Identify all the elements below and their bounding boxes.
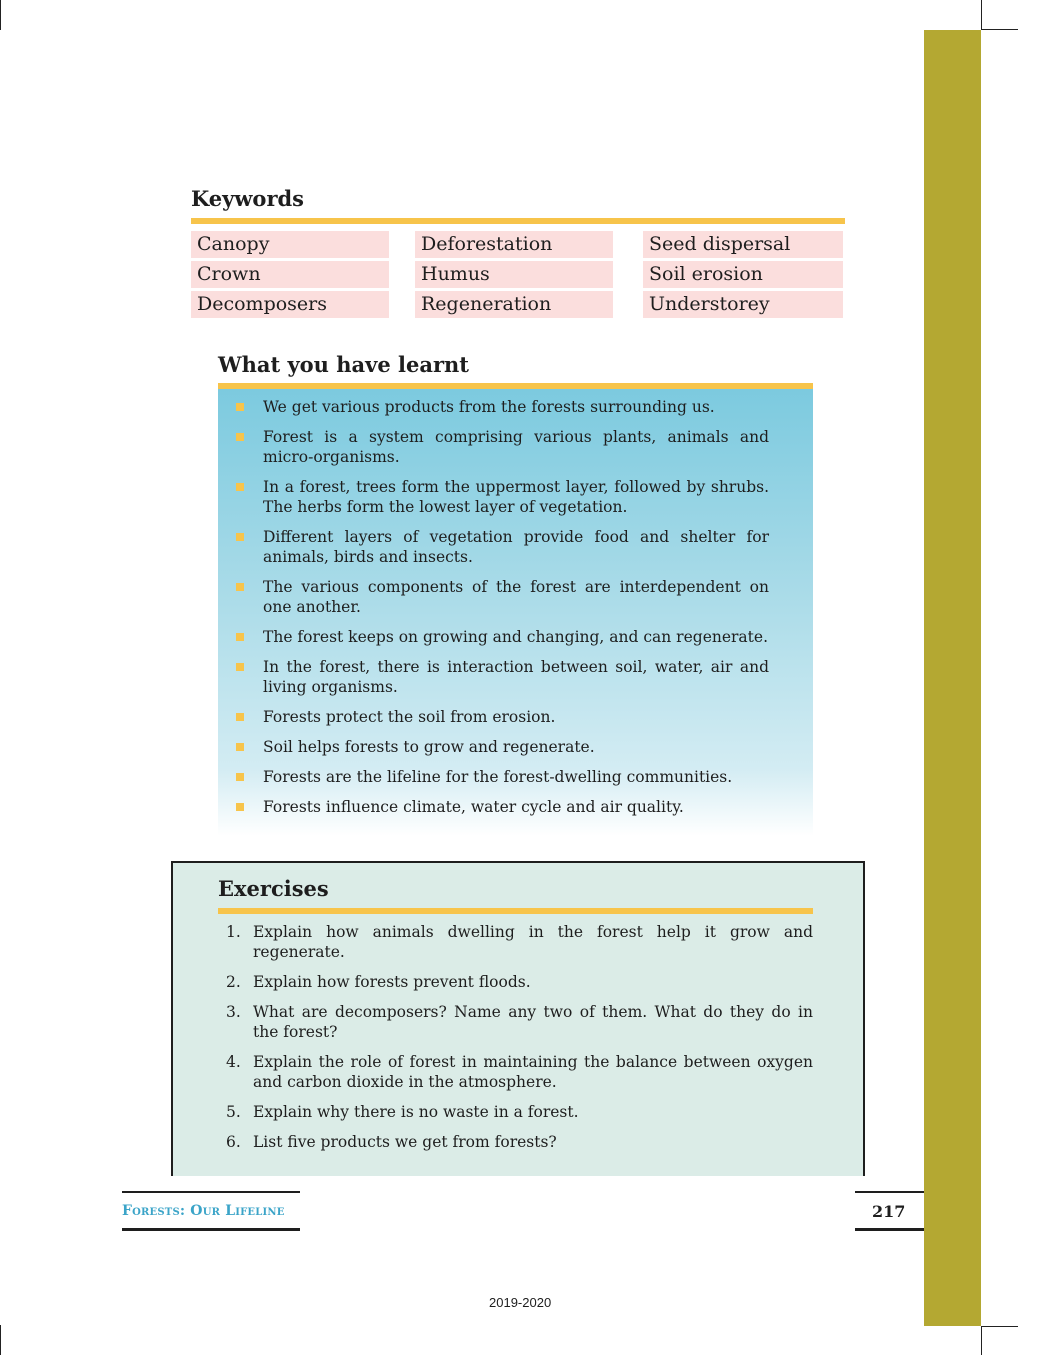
list-item [218, 657, 813, 697]
exercise-text: Explain why there is no waste in a forest. [253, 1103, 579, 1121]
list-item [218, 397, 813, 417]
page-number: 217 [872, 1202, 906, 1221]
list-item-text: The forest keeps on growing and changing, and can regenerate. [263, 628, 768, 646]
keyword-item: Deforestation [415, 231, 613, 258]
exercise-item [218, 922, 813, 962]
crop-mark [982, 29, 1018, 30]
side-color-band [924, 30, 981, 1326]
year-label: 2019-2020 [489, 1295, 552, 1310]
crop-mark [0, 0, 1, 30]
keyword-item: Understorey [643, 291, 843, 318]
list-item [218, 527, 813, 567]
exercise-text: List five products we get from forests? [253, 1133, 557, 1151]
bullet-icon [236, 533, 244, 541]
exercise-number: 1. [226, 923, 241, 941]
list-item [218, 767, 813, 787]
exercise-item [218, 1132, 813, 1152]
crop-mark [0, 1325, 1, 1355]
bullet-icon [236, 433, 244, 441]
list-item-text: Different layers of vegetation provide food and shelter for animals, birds and insects. [263, 528, 769, 566]
list-item-text: Forests influence climate, water cycle and air quality. [263, 798, 684, 816]
exercise-number: 6. [226, 1133, 241, 1151]
learnt-heading: What you have learnt [218, 352, 469, 377]
list-item [218, 707, 813, 727]
crop-mark [981, 1326, 982, 1355]
list-item-text: We get various products from the forests surrounding us. [263, 398, 715, 416]
list-item-text: In the forest, there is interaction between soil, water, air and living organisms. [263, 658, 769, 696]
exercise-item [218, 1052, 813, 1092]
exercises-heading: Exercises [218, 876, 329, 901]
list-item [218, 797, 813, 817]
list-item-text: In a forest, trees form the uppermost layer, followed by shrubs. The herbs form the lowest layer of vegetation. [263, 478, 769, 516]
list-item-text: The various components of the forest are interdependent on one another. [263, 578, 769, 616]
bullet-icon [236, 743, 244, 751]
learnt-list [218, 397, 813, 827]
exercise-number: 3. [226, 1003, 241, 1021]
footer-rule-bottom-right [855, 1228, 924, 1231]
list-item [218, 627, 813, 647]
crop-mark [982, 1326, 1018, 1327]
footer-rule-top-right [855, 1191, 924, 1193]
exercises-list [218, 922, 813, 1162]
list-item [218, 477, 813, 517]
list-item [218, 577, 813, 617]
keyword-item: Humus [415, 261, 613, 288]
exercise-number: 2. [226, 973, 241, 991]
chapter-title: Forests: Our Lifeline [122, 1203, 285, 1219]
exercise-number: 5. [226, 1103, 241, 1121]
bullet-icon [236, 713, 244, 721]
exercise-item [218, 972, 813, 992]
exercise-text: Explain how animals dwelling in the forest help it grow and regenerate. [253, 923, 813, 961]
keywords-rule [191, 218, 845, 224]
exercise-number: 4. [226, 1053, 241, 1071]
keyword-item: Soil erosion [643, 261, 843, 288]
footer-rule-top-left [122, 1191, 300, 1193]
exercises-rule [218, 908, 813, 914]
crop-mark [981, 0, 982, 30]
bullet-icon [236, 803, 244, 811]
list-item-text: Forests are the lifeline for the forest-dwelling communities. [263, 768, 733, 786]
list-item [218, 737, 813, 757]
exercise-text: Explain the role of forest in maintaining the balance between oxygen and carbon dioxide in the atmosphere. [253, 1053, 813, 1091]
exercise-text: What are decomposers? Name any two of them. What do they do in the forest? [253, 1003, 813, 1041]
keyword-item: Crown [191, 261, 389, 288]
exercise-item [218, 1002, 813, 1042]
footer-rule-bottom-left [122, 1228, 300, 1231]
bullet-icon [236, 663, 244, 671]
list-item-text: Forest is a system comprising various plants, animals and micro-organisms. [263, 428, 769, 466]
keyword-item: Decomposers [191, 291, 389, 318]
keyword-item: Canopy [191, 231, 389, 258]
exercise-text: Explain how forests prevent floods. [253, 973, 531, 991]
bullet-icon [236, 583, 244, 591]
learnt-summary-box [218, 383, 813, 836]
list-item [218, 427, 813, 467]
list-item-text: Forests protect the soil from erosion. [263, 708, 556, 726]
bullet-icon [236, 773, 244, 781]
bullet-icon [236, 483, 244, 491]
bullet-icon [236, 403, 244, 411]
keywords-heading: Keywords [191, 186, 305, 211]
list-item-text: Soil helps forests to grow and regenerate. [263, 738, 595, 756]
keyword-item: Regeneration [415, 291, 613, 318]
exercise-item [218, 1102, 813, 1122]
keyword-item: Seed dispersal [643, 231, 843, 258]
bullet-icon [236, 633, 244, 641]
